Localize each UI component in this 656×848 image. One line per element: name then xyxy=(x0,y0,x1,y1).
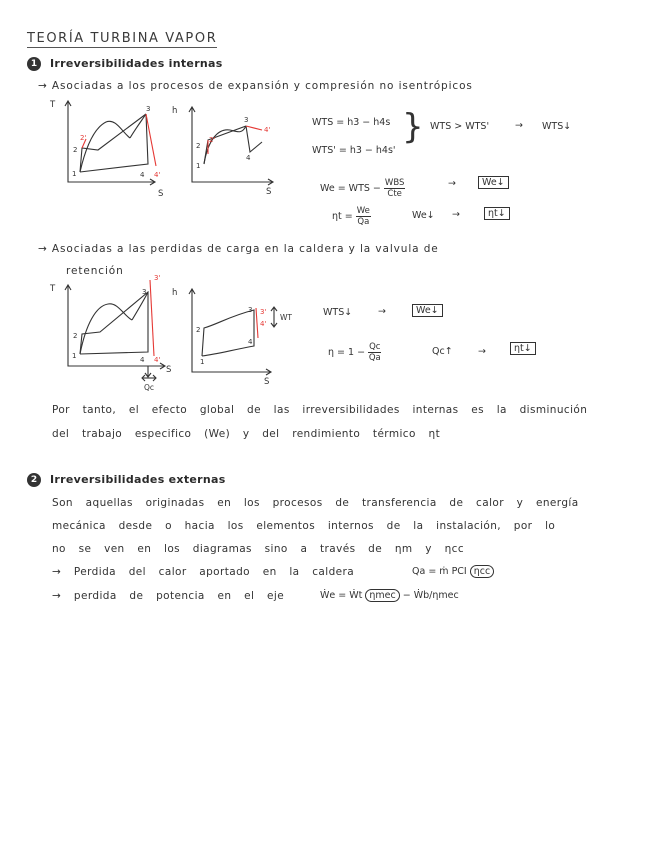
ts1-point-2p: 2' xyxy=(80,134,87,142)
eq-eta-den: Qa xyxy=(357,217,370,227)
qc-up: Qc↑ xyxy=(432,346,453,357)
page-title: TEORÍA TURBINA VAPOR xyxy=(27,31,218,46)
ts1-point-1: 1 xyxy=(72,170,77,178)
external-desc-line3: no se ven en los diagramas sino a través de ηm y ηcc xyxy=(52,543,465,555)
hs1-point-1: 1 xyxy=(196,162,201,170)
external-desc-line2: mecánica desde o hacia los elementos internos de la instalación, por lo xyxy=(52,520,556,532)
eta-mec-circled: ηmec xyxy=(365,589,399,602)
ts2-axis-t-label: T xyxy=(50,284,56,294)
power-eq: Ẇe = Ẇt xyxy=(320,590,363,601)
eq-eta2-den: Qa xyxy=(368,353,381,363)
eq-eta2-num: Qc xyxy=(369,342,381,352)
ts-diagram-1 xyxy=(50,98,165,198)
eta-cc-circled: ηcc xyxy=(470,565,494,578)
ts1-axis-t-label: T xyxy=(50,100,56,110)
arrow-icon: → xyxy=(378,306,386,317)
conclusion-line1: Por tanto, el efecto global de las irreversibilidades internas es la disminución xyxy=(52,404,588,416)
eq-wts-prime: WTS' = h3 − h4s' xyxy=(312,145,396,156)
hs1-point-2: 2 xyxy=(196,142,201,150)
eq-we xyxy=(320,178,405,199)
eq-eta-lhs: ηt = xyxy=(332,211,353,222)
hs2-axis-s-label: S xyxy=(264,377,270,387)
curly-brace-icon: } xyxy=(402,107,424,147)
bullet-heat-loss-eq xyxy=(412,566,494,577)
ts2-qc-label: Qc xyxy=(144,383,155,392)
hs2-point-3p: 3' xyxy=(260,308,267,316)
ts1-point-4p: 4' xyxy=(154,171,161,179)
arrow-icon: → xyxy=(515,120,523,131)
bullet-power-loss: → perdida de potencia en el eje xyxy=(52,590,285,602)
eq-we-num: WBS xyxy=(384,178,405,188)
eta-result-box: ηt↓ xyxy=(484,207,510,220)
arrow-icon: → xyxy=(478,346,486,357)
power-eq-tail: − Ẇb/ηmec xyxy=(402,590,459,601)
bullet-heat-loss: → Perdida del calor aportado en la caldera xyxy=(52,566,355,578)
ts2-point-4p: 4' xyxy=(154,356,161,364)
ts-diagram-2 xyxy=(50,274,178,395)
cause-pressure-loss-line1: → Asociadas a las perdidas de carga en la caldera y la valvula de xyxy=(38,243,439,255)
eq-eta xyxy=(332,206,371,227)
hs2-point-3: 3 xyxy=(248,306,253,314)
eta-mid: We↓ xyxy=(412,210,435,221)
eq-eta2-lhs: η = 1 − xyxy=(328,347,366,358)
ts2-point-3: 3 xyxy=(142,288,147,296)
eq-eta2 xyxy=(328,342,381,363)
hs2-point-2: 2 xyxy=(196,326,201,334)
bullet-power-loss-eq xyxy=(320,590,459,601)
eq-wts: WTS = h3 − h4s xyxy=(312,117,391,128)
eq-eta-num: We xyxy=(356,206,370,216)
ts2-point-3p: 3' xyxy=(154,274,161,282)
hs1-point-3: 3 xyxy=(244,116,249,124)
arrow-icon: → xyxy=(452,209,460,220)
ts1-point-3: 3 xyxy=(146,105,151,113)
ts2-point-1: 1 xyxy=(72,352,77,360)
cause-expansion-text: → Asociadas a los procesos de expansión y compresión no isentrópicos xyxy=(38,80,473,92)
heat-eq: Qa = ṁ PCI xyxy=(412,566,467,577)
ts2-axis-s-label: S xyxy=(166,365,172,375)
hs1-axis-s-label: S xyxy=(266,187,272,197)
section-number-badge: 1 xyxy=(27,57,41,71)
we-result-box: We↓ xyxy=(478,176,509,189)
eq-we-lhs: We = WTS − xyxy=(320,183,381,194)
hs1-axis-h-label: h xyxy=(172,106,178,116)
wts-down: WTS↓ xyxy=(323,307,353,318)
section-number-badge: 2 xyxy=(27,473,41,487)
conclusion-line2: del trabajo especifico (We) y del rendimiento térmico ηt xyxy=(52,428,441,440)
ts2-point-4: 4 xyxy=(140,356,145,364)
ineq-wts: WTS > WTS' xyxy=(430,121,490,132)
section-heading: Irreversibilidades externas xyxy=(50,473,226,486)
ts1-axis-s-label: S xyxy=(158,189,164,199)
hs2-axis-h-label: h xyxy=(172,288,178,298)
hs2-point-4: 4 xyxy=(248,338,253,346)
hs1-point-2p: 2' xyxy=(209,136,216,144)
eq-eta2-fraction xyxy=(368,342,381,363)
ts1-point-4: 4 xyxy=(140,171,145,179)
ts1-point-2: 2 xyxy=(73,146,78,154)
section-heading: Irreversibilidades internas xyxy=(50,57,223,70)
eq-we-fraction xyxy=(384,178,405,199)
hs2-wt-label: WT xyxy=(280,313,292,322)
hs1-point-4: 4 xyxy=(246,154,251,162)
external-desc-line1: Son aquellas originadas en los procesos de transferencia de calor y energía xyxy=(52,497,579,509)
hs1-point-4p: 4' xyxy=(264,126,271,134)
hs2-point-1: 1 xyxy=(200,358,205,366)
wts-decrease: WTS↓ xyxy=(542,121,572,132)
ts2-point-2: 2 xyxy=(73,332,78,340)
we-down-box: We↓ xyxy=(412,304,443,317)
eq-eta-fraction xyxy=(356,206,371,227)
eq-we-den: Cte xyxy=(387,189,402,199)
cause-pressure-loss-line2: retención xyxy=(66,265,124,277)
eta2-result-box: ηt↓ xyxy=(510,342,536,355)
hs2-point-4p: 4' xyxy=(260,320,267,328)
hs-diagram-2 xyxy=(172,286,298,387)
arrow-icon: → xyxy=(448,178,456,189)
hs-diagram-1 xyxy=(172,104,278,197)
